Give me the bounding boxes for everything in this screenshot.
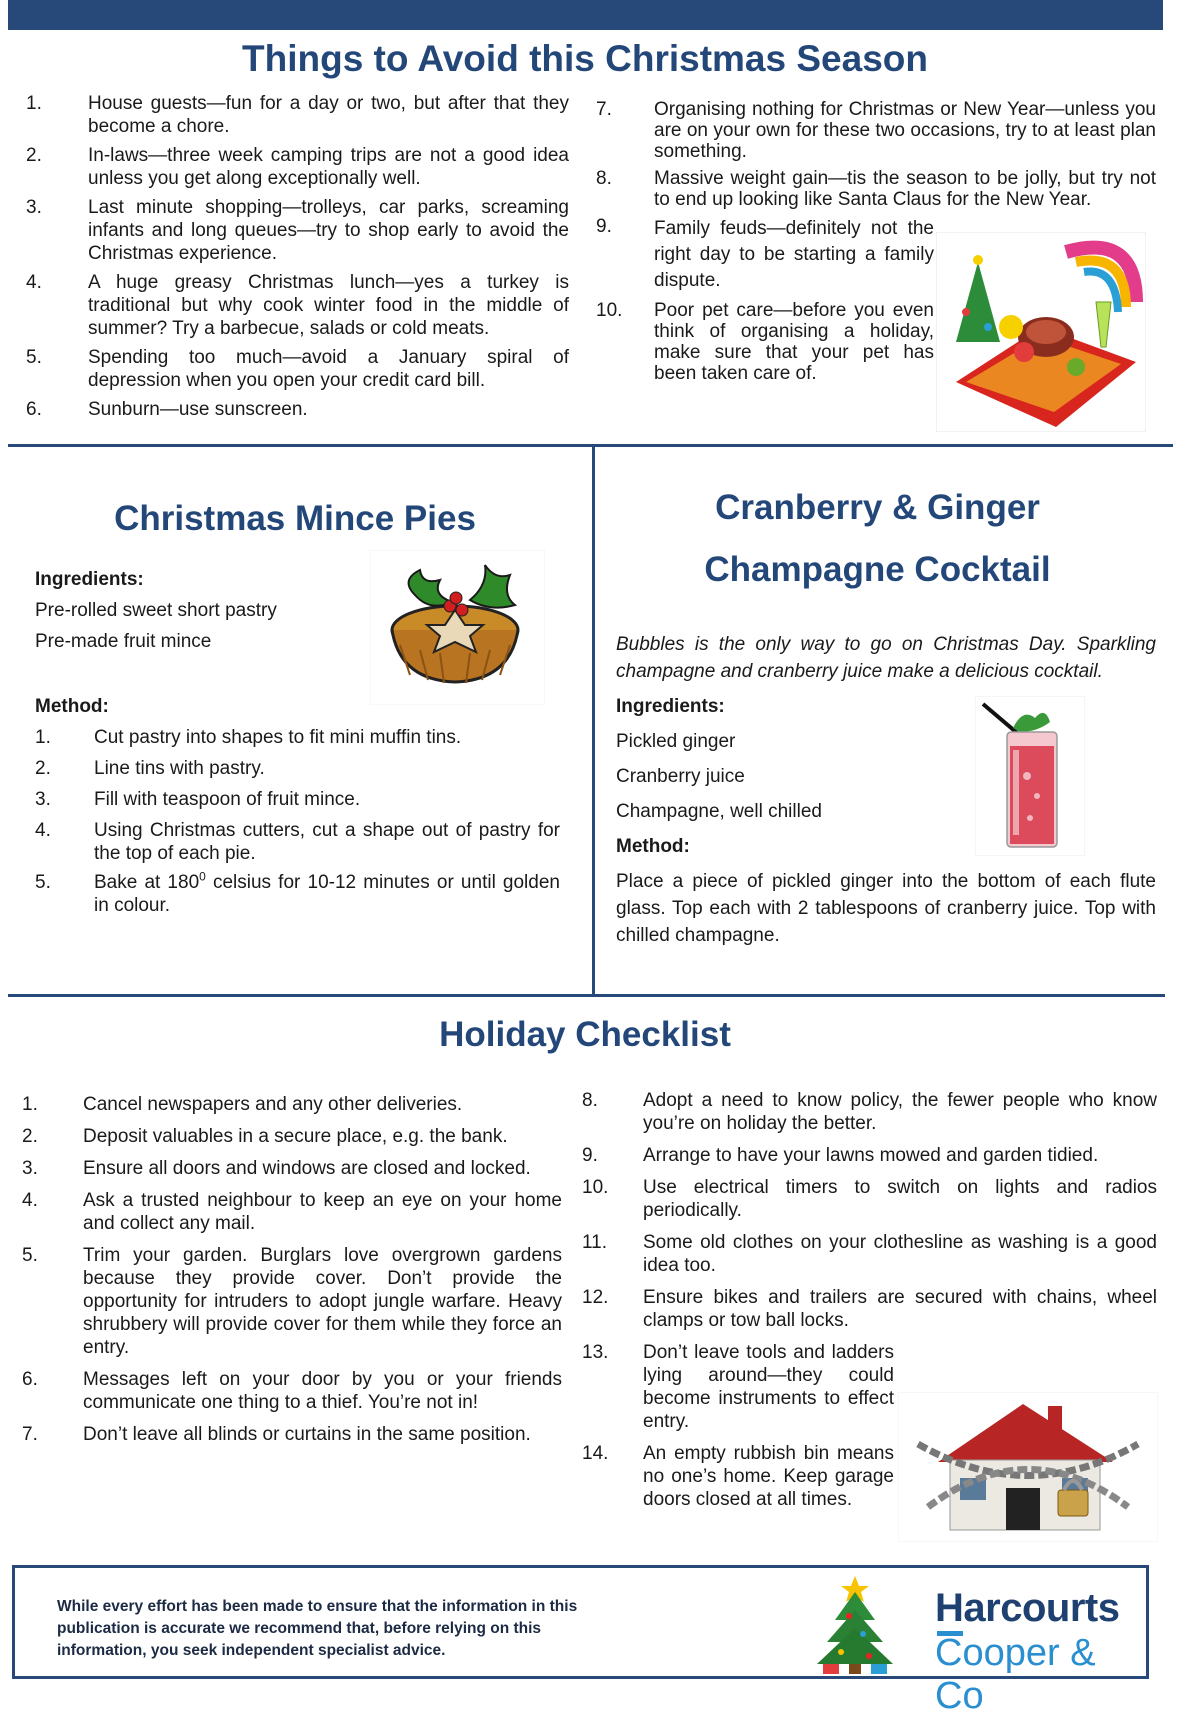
avoid-list-left bbox=[26, 92, 569, 421]
method-step: 1. Cut pastry into shapes to fit mini muffin tins. bbox=[35, 727, 462, 748]
column-divider bbox=[592, 446, 595, 995]
list-item: 3. Ensure all doors and windows are closed and locked. bbox=[22, 1158, 531, 1179]
list-item: 1. House guests—fun for a day or two, but after that they become a chore. bbox=[26, 93, 569, 137]
ingredient-item: Cranberry juice bbox=[616, 766, 745, 787]
method-step: 3. Fill with teaspoon of fruit mince. bbox=[35, 789, 361, 810]
list-item: 6. Messages left on your door by you or your friends communicate one thing to a thief. You’re not in! bbox=[22, 1369, 562, 1413]
mince-pie-illustration bbox=[370, 550, 545, 705]
mince-pies-title: Christmas Mince Pies bbox=[114, 499, 476, 538]
list-item: 3. Last minute shopping—trolleys, car parks, screaming infants and long queues—try to shop early to avoid the Christmas experience. bbox=[26, 197, 569, 264]
cocktail-glass-illustration bbox=[975, 696, 1085, 856]
ingredient-item: Champagne, well chilled bbox=[616, 801, 822, 822]
ingredients-label: Ingredients: bbox=[35, 569, 144, 590]
list-item: 8. Adopt a need to know policy, the fewer people who know you’re on holiday the better. bbox=[582, 1090, 1157, 1134]
page-title: Things to Avoid this Christmas Season bbox=[242, 38, 928, 79]
chained-house-illustration bbox=[898, 1392, 1158, 1542]
ingredients-label: Ingredients: bbox=[616, 696, 725, 717]
list-item: 2. Deposit valuables in a secure place, e.g. the bank. bbox=[22, 1126, 508, 1147]
list-item: 7. Don’t leave all blinds or curtains in the same position. bbox=[22, 1424, 531, 1445]
ingredient-item: Pre-rolled sweet short pastry bbox=[35, 600, 277, 621]
list-item: 12. Ensure bikes and trailers are secured with chains, wheel clamps or tow ball locks. bbox=[582, 1287, 1157, 1331]
disclaimer-text: While every effort has been made to ensure that the information in this publication is accurate we recommend that, before relying on this information, you seek independent specialist advice. bbox=[57, 1598, 578, 1659]
list-item: 9. Arrange to have your lawns mowed and garden tidied. bbox=[582, 1145, 1099, 1166]
footer bbox=[12, 1565, 1149, 1717]
list-item: 11. Some old clothes on your clothesline as washing is a good idea too. bbox=[582, 1232, 1157, 1276]
list-item: 13. Don’t leave tools and ladders lying around—they could become instruments to effect entry. bbox=[582, 1342, 894, 1432]
list-item: 4. Ask a trusted neighbour to keep an eye on your home and collect any mail. bbox=[22, 1190, 562, 1234]
method-step: 4. Using Christmas cutters, cut a shape out of pastry for the top of each pie. bbox=[35, 820, 560, 864]
top-banner-bar bbox=[8, 0, 1163, 30]
list-item: 14. An empty rubbish bin means no one’s home. Keep garage doors closed at all times. bbox=[582, 1443, 894, 1510]
christmas-tree-icon bbox=[805, 1572, 905, 1676]
festive-food-illustration bbox=[936, 232, 1146, 432]
list-item: 6. Sunburn—use sunscreen. bbox=[26, 399, 308, 420]
cocktail-intro: Bubbles is the only way to go on Christmas Day. Sparkling champagne and cranberry juice make a delicious cocktail. bbox=[616, 634, 1156, 682]
list-item: 10. Poor pet care—before you even think of organising a holiday, make sure that your pet has been taken care of. bbox=[596, 300, 934, 384]
brand-name: Harcourts bbox=[935, 1586, 1120, 1630]
ingredient-item: Pre-made fruit mince bbox=[35, 631, 212, 652]
list-item: 8. Massive weight gain—tis the season to be jolly, but try not to end up looking like Santa Claus for the New Year. bbox=[596, 168, 1156, 210]
method-step: 2. Line tins with pastry. bbox=[35, 758, 265, 779]
checklist-left bbox=[22, 1093, 562, 1446]
cocktail-title-line1: Cranberry & Ginger bbox=[715, 488, 1040, 527]
list-item: 4. A huge greasy Christmas lunch—yes a turkey is traditional but why cook winter food in the middle of summer? Try a barbecue, salads or cold meats. bbox=[26, 272, 569, 339]
list-item: 5. Spending too much—avoid a January spiral of depression when you open your credit card bill. bbox=[26, 347, 569, 391]
section-divider bbox=[8, 444, 1173, 447]
list-item: 1. Cancel newspapers and any other deliveries. bbox=[22, 1094, 463, 1115]
method-label: Method: bbox=[616, 836, 690, 857]
list-item: 5. Trim your garden. Burglars love overgrown gardens because they provide cover. Don’t provide the opportunity for intruders to adopt jungle warfare. Heavy shrubbery will provide cover for them while they force an entry. bbox=[22, 1245, 562, 1358]
list-item: 7. Organising nothing for Christmas or New Year—unless you are on your own for these two occasions, try to at least plan something. bbox=[596, 99, 1156, 162]
list-item: 10. Use electrical timers to switch on lights and radios periodically. bbox=[582, 1177, 1157, 1221]
brand-office: Cooper & Co bbox=[935, 1632, 1096, 1717]
list-item: 2. In-laws—three week camping trips are not a good idea unless you get along exceptionally well. bbox=[26, 145, 569, 189]
ingredient-item: Pickled ginger bbox=[616, 731, 736, 752]
cocktail-method: Place a piece of pickled ginger into the bottom of each flute glass. Top each with 2 tablespoons of cranberry juice. Top with chilled champagne. bbox=[616, 871, 1156, 946]
cocktail-title-line2: Champagne Cocktail bbox=[704, 550, 1051, 589]
section-divider bbox=[8, 994, 1165, 997]
method-label: Method: bbox=[35, 696, 109, 717]
list-item: 9. Family feuds—definitely not the right day to be starting a family dispute. bbox=[596, 216, 934, 291]
checklist-title: Holiday Checklist bbox=[439, 1015, 731, 1054]
method-step: 5. Bake at $180^0$ celsius for 10-12 minutes or until golden in colour. bbox=[35, 869, 560, 916]
